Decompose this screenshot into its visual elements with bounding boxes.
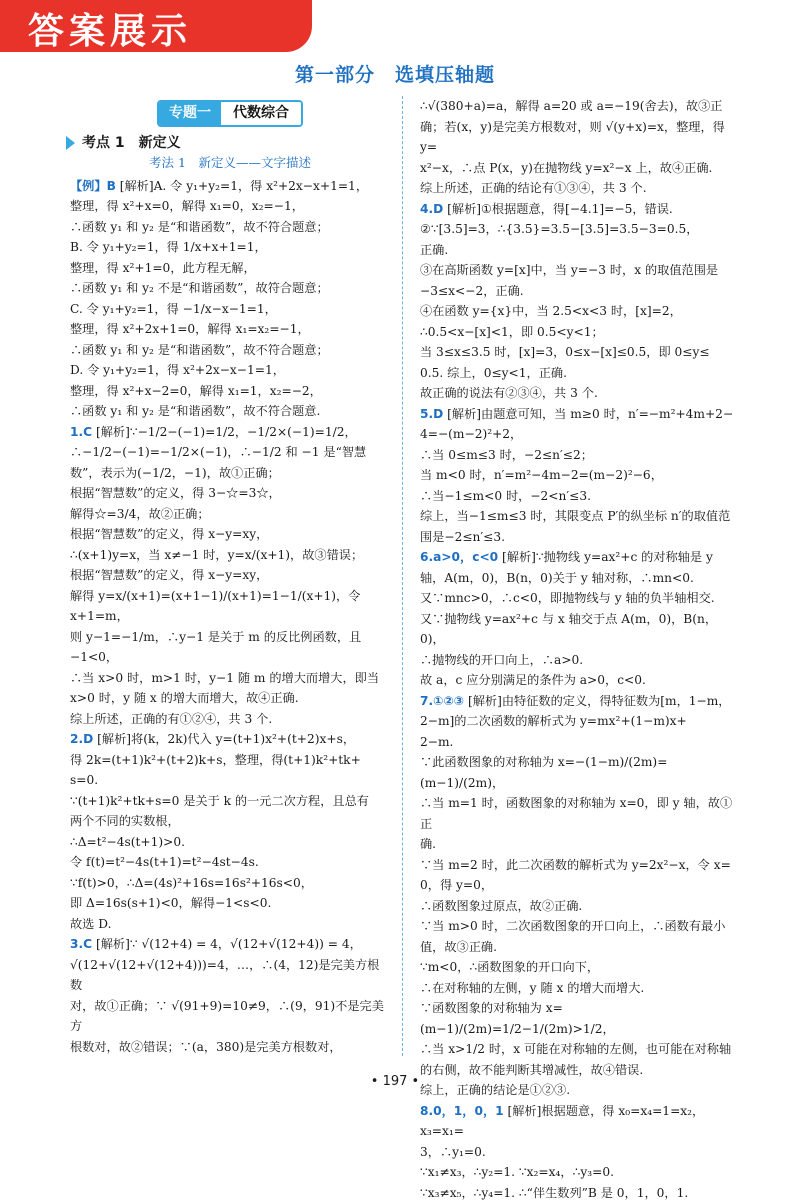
line-text: 根据“智慧数”的定义，得 x−y=xy，: [70, 568, 268, 582]
answer-banner: [0, 0, 312, 52]
line-text: 正确.: [420, 243, 448, 257]
solution-line: [70, 442, 390, 463]
line-text: [解析]将(k，2k)代入 y=(t+1)x²+(t+2)x+s，: [93, 732, 355, 746]
line-text: ∵函数图象的对称轴为 x=(m−1)/(2m)=1/2−1/(2m)>1/2，: [420, 1001, 615, 1036]
line-text: ∴当 x>0 时，m>1 时，y−1 随 m 的增大而增大，即当: [70, 671, 379, 685]
solution-line: [420, 363, 738, 384]
solution-line: [420, 527, 738, 548]
solution-line: [420, 1101, 738, 1142]
solution-line: [70, 586, 390, 627]
line-text: ∴函数图象过原点，故②正确.: [420, 899, 582, 913]
solution-line: [70, 996, 390, 1037]
solution-line: [420, 1039, 738, 1060]
solution-line: [420, 916, 738, 937]
line-text: 4=−(m−2)²+2，: [420, 427, 522, 441]
solution-line: [70, 750, 390, 771]
question-number: 【例】: [70, 179, 107, 193]
line-text: ②∵[3.5]=3，∴{3.5}=3.5−[3.5]=3.5−3=0.5，: [420, 222, 698, 236]
line-text: −3≤x<−2，正确.: [420, 284, 524, 298]
solution-line: [70, 463, 390, 484]
solution-line: [70, 237, 390, 258]
solution-line: [420, 834, 738, 855]
line-text: 确；若(x，y)是完美方根数对，则 √(y+x)=x，整理，得 y=: [420, 120, 725, 155]
solution-line: [420, 445, 738, 466]
question-number: 5.: [420, 407, 433, 421]
line-text: ∵当 m=2 时，此二次函数的解析式为 y=2x²−x，令 x=: [420, 858, 731, 872]
solution-line: [420, 424, 738, 445]
line-text: 综上，当−1≤m≤3 时，其限变点 P′的纵坐标 n′的取值范: [420, 509, 730, 523]
line-text: 3，∴y₁=0.: [420, 1145, 486, 1159]
question-number: 6.: [420, 550, 433, 564]
solution-line: [70, 360, 390, 381]
answer-choice: D: [83, 732, 93, 746]
solution-line: [420, 957, 738, 978]
question-number: 4.: [420, 202, 433, 216]
line-text: ∴抛物线的开口向上，∴a>0.: [420, 653, 583, 667]
line-text: 解得 y=x/(x+1)=(x+1−1)/(x+1)=1−1/(x+1)，令 x+1=m，: [70, 589, 360, 624]
line-text: 当 m<0 时，n′=m²−4m−2=(m−2)²−6，: [420, 468, 663, 482]
line-text: C. 令 y₁+y₂=1，得 −1/x−x−1=1，: [70, 302, 277, 316]
solution-line: [70, 709, 390, 730]
solution-line: [70, 401, 390, 422]
line-text: ③在高斯函数 y=[x]中，当 y=−3 时，x 的取值范围是: [420, 263, 718, 277]
line-text: 轴，A(m，0)，B(n，0)关于 y 轴对称，∴mn<0.: [420, 571, 694, 585]
solution-line: [420, 199, 738, 220]
line-text: D. 令 y₁+y₂=1，得 x²+2x−x−1=1，: [70, 363, 285, 377]
solution-line: [70, 196, 390, 217]
line-text: [解析]A. 令 y₁+y₂=1，得 x²+2x−x+1=1，: [116, 179, 368, 193]
solution-line: [420, 650, 738, 671]
solution-line: [70, 504, 390, 525]
banner-label: 答案展示: [28, 3, 192, 54]
solution-line: [70, 770, 390, 791]
line-text: ∴在对称轴的左侧，y 随 x 的增大而增大.: [420, 981, 644, 995]
line-text: 确.: [420, 837, 436, 851]
line-text: [解析]由特征数的定义，得特征数为[m，1−m，: [464, 694, 730, 708]
solution-line: [70, 545, 390, 566]
line-text: 整理，得 x²+x−2=0，解得 x₁=1，x₂=−2，: [70, 384, 322, 398]
solution-line: [420, 752, 738, 793]
right-column: [420, 96, 738, 1203]
solution-line: [420, 547, 738, 568]
answer-choice: B: [107, 179, 116, 193]
line-text: 解得☆=3/4，故②正确；: [70, 507, 210, 521]
line-text: 根据“智慧数”的定义，得 x−y=xy，: [70, 527, 268, 541]
solution-line: [420, 793, 738, 834]
solution-line: [70, 258, 390, 279]
solution-line: [70, 299, 390, 320]
solution-line: [70, 873, 390, 894]
answer-choice: a>0，c<0: [433, 550, 498, 564]
line-text: [解析]根据题意，得 x₀=x₄=1=x₂，x₃=x₁=: [420, 1104, 704, 1139]
line-text: ∴当 m=1 时，函数图象的对称轴为 x=0，即 y 轴，故①正: [420, 796, 732, 831]
solution-line: [70, 811, 390, 832]
solution-line: [420, 937, 738, 958]
solution-line: [420, 342, 738, 363]
topic-name: 代数综合: [221, 102, 301, 125]
topic-box: [157, 100, 303, 127]
line-text: 得 2k=(t+1)k²+(t+2)k+s，整理，得(t+1)k²+tk+: [70, 753, 361, 767]
solution-line: [420, 1183, 738, 1203]
solution-line: [420, 281, 738, 302]
line-text: ∴Δ=t²−4s(t+1)>0.: [70, 835, 185, 849]
solution-line: [420, 506, 738, 527]
solution-line: [420, 609, 738, 650]
solution-line: [70, 627, 390, 668]
line-text: ∴当 0≤m≤3 时，−2≤n′≤2；: [420, 448, 593, 462]
line-text: ∵此函数图象的对称轴为 x=−(1−m)/(2m)=(m−1)/(2m)，: [420, 755, 667, 790]
solution-line: [420, 486, 738, 507]
line-text: 值，故③正确.: [420, 940, 497, 954]
solution-line: [70, 1037, 390, 1058]
line-text: 整理，得 x²+1=0，此方程无解，: [70, 261, 256, 275]
question-number: 1.: [70, 425, 83, 439]
answer-choice: C: [83, 937, 92, 951]
solution-line: [70, 381, 390, 402]
solution-line: [70, 565, 390, 586]
left-solution-lines: [70, 176, 390, 1058]
solution-line: [70, 422, 390, 443]
line-text: x>0 时，y 随 x 的增大而增大，故④正确.: [70, 691, 299, 705]
line-text: 0，得 y=0，: [420, 878, 493, 892]
solution-line: [70, 217, 390, 238]
solution-line: [420, 178, 738, 199]
line-text: x²−x，∴点 P(x，y)在抛物线 y=x²−x 上，故④正确.: [420, 161, 712, 175]
left-column: [70, 96, 390, 1057]
line-text: [解析]由题意可知，当 m≥0 时，n′=−m²+4m+2−: [443, 407, 733, 421]
solution-line: [420, 301, 738, 322]
solution-line: [420, 219, 738, 240]
column-divider: [402, 96, 403, 1056]
line-text: 围是−2≤n′≤3.: [420, 530, 505, 544]
solution-line: [420, 711, 738, 732]
line-text: ∴0.5<x−[x]<1，即 0.5<y<1；: [420, 325, 604, 339]
solution-line: [420, 855, 738, 876]
solution-line: [70, 791, 390, 812]
answer-choice: D: [433, 407, 443, 421]
keypoint-title: 考点 1 新定义: [82, 133, 181, 154]
line-text: ∴函数 y₁ 和 y₂ 不是“和谐函数”，故符合题意；: [70, 281, 329, 295]
line-text: 的右侧，故不能判断其增减性，故④错误.: [420, 1063, 643, 1077]
method-heading: 考法 1 新定义——文字描述: [70, 153, 390, 174]
line-text: ∴(x+1)y=x，当 x≠−1 时，y=x/(x+1)，故③错误；: [70, 548, 363, 562]
solution-line: [420, 465, 738, 486]
solution-line: [70, 729, 390, 750]
line-text: 2−m.: [420, 735, 453, 749]
line-text: ∵(t+1)k²+tk+s=0 是关于 k 的一元二次方程，且总有: [70, 794, 369, 808]
page-number: • 197 •: [0, 1074, 790, 1089]
line-text: √(12+√(12+√(12+4)))=4，…，∴(4，12)是完美方根数: [70, 958, 379, 993]
line-text: 两个不同的实数根，: [70, 814, 180, 828]
solution-line: [420, 1162, 738, 1183]
topic-header: [70, 100, 390, 127]
question-number: 3.: [70, 937, 83, 951]
solution-line: [420, 875, 738, 896]
line-text: 根数对，故②错误；∵(a，380)是完美方根数对，: [70, 1040, 342, 1054]
solution-line: [420, 404, 738, 425]
line-text: [解析]∵ √(12+4) = 4，√(12+√(12+4)) = 4，: [92, 937, 362, 951]
solution-line: [420, 322, 738, 343]
line-text: 对，故①正确；∵ √(91+9)=10≠9，∴(9，91)不是完美方: [70, 999, 384, 1034]
line-text: 数”，表示为(−1/2，−1)，故①正确；: [70, 466, 280, 480]
line-text: s=0.: [70, 773, 98, 787]
solution-line: [420, 568, 738, 589]
solution-line: [420, 383, 738, 404]
solution-line: [70, 832, 390, 853]
keypoint-heading: [66, 133, 390, 154]
solution-line: [420, 896, 738, 917]
line-text: 根据“智慧数”的定义，得 3−☆=3☆，: [70, 486, 281, 500]
line-text: 综上所述，正确的结论有①③④，共 3 个.: [420, 181, 647, 195]
line-text: ∴函数 y₁ 和 y₂ 是“和谐函数”，故不符合题意.: [70, 404, 320, 418]
line-text: ∵x₁≠x₃，∴y₂=1. ∵x₂=x₄，∴y₃=0.: [420, 1165, 614, 1179]
line-text: ∴函数 y₁ 和 y₂ 是“和谐函数”，故不符合题意；: [70, 343, 329, 357]
solution-line: [70, 483, 390, 504]
line-text: 又∵mnc>0，∴c<0，即抛物线与 y 轴的负半轴相交.: [420, 591, 715, 605]
line-text: ∵f(t)>0，∴Δ=(4s)²+16s=16s²+16s<0，: [70, 876, 313, 890]
solution-line: [420, 240, 738, 261]
solution-line: [70, 955, 390, 996]
line-text: 故正确的说法有②③④，共 3 个.: [420, 386, 598, 400]
answer-choice: C: [83, 425, 92, 439]
line-text: 令 f(t)=t²−4s(t+1)=t²−4st−4s.: [70, 855, 259, 869]
solution-line: [70, 524, 390, 545]
line-text: 整理，得 x²+2x+1=0，解得 x₁=x₂=−1，: [70, 322, 310, 336]
line-text: ∴当 x>1/2 时，x 可能在对称轴的左侧，也可能在对称轴: [420, 1042, 731, 1056]
solution-line: [420, 978, 738, 999]
solution-line: [70, 914, 390, 935]
solution-line: [70, 176, 390, 197]
line-text: 综上，正确的结论是①②③.: [420, 1083, 570, 1097]
solution-line: [420, 96, 738, 117]
line-text: ∵当 m>0 时，二次函数图象的开口向上，∴函数有最小: [420, 919, 725, 933]
topic-label: 专题一: [159, 102, 221, 125]
solution-line: [70, 278, 390, 299]
line-text: 故选 D.: [70, 917, 111, 931]
line-text: ∵x₃≠x₅，∴y₄=1. ∴“伴生数列”B 是 0，1，0，1.: [420, 1186, 688, 1200]
solution-line: [420, 158, 738, 179]
solution-line: [420, 691, 738, 712]
line-text: 即 Δ=16s(s+1)<0，解得−1<s<0.: [70, 896, 271, 910]
answer-choice: D: [433, 202, 443, 216]
keypoint-arrow-icon: [66, 136, 75, 150]
question-number: 7.: [420, 694, 433, 708]
answer-choice: ①②③: [433, 694, 464, 708]
solution-line: [420, 117, 738, 158]
line-text: [解析]①根据题意，得[−4.1]=−5，错误.: [443, 202, 673, 216]
solution-line: [70, 319, 390, 340]
line-text: ∴−1/2−(−1)=−1/2×(−1)，∴−1/2 和 −1 是“智慧: [70, 445, 366, 459]
solution-line: [70, 688, 390, 709]
line-text: B. 令 y₁+y₂=1，得 1/x+x+1=1，: [70, 240, 267, 254]
answer-choice: 0，1，0，1: [433, 1104, 503, 1118]
question-number: 2.: [70, 732, 83, 746]
solution-line: [420, 260, 738, 281]
solution-line: [420, 998, 738, 1039]
line-text: 2−m]的二次函数的解析式为 y=mx²+(1−m)x+: [420, 714, 687, 728]
line-text: [解析]∵抛物线 y=ax²+c 的对称轴是 y: [498, 550, 713, 564]
solution-line: [70, 668, 390, 689]
line-text: [解析]∵−1/2−(−1)=1/2，−1/2×(−1)=1/2，: [92, 425, 357, 439]
part-title: 第一部分 选填压轴题: [0, 60, 790, 87]
right-solution-lines: [420, 96, 738, 1203]
line-text: ∴当−1≤m<0 时，−2<n′≤3.: [420, 489, 591, 503]
line-text: ④在函数 y={x}中，当 2.5<x<3 时，[x]=2，: [420, 304, 682, 318]
line-text: ∴函数 y₁ 和 y₂ 是“和谐函数”，故不符合题意；: [70, 220, 329, 234]
line-text: 综上所述，正确的有①②④，共 3 个.: [70, 712, 272, 726]
solution-line: [420, 670, 738, 691]
question-number: 8.: [420, 1104, 433, 1118]
solution-line: [420, 588, 738, 609]
solution-line: [70, 852, 390, 873]
solution-line: [70, 893, 390, 914]
line-text: 0.5. 综上，0≤y<1，正确.: [420, 366, 567, 380]
line-text: 当 3≤x≤3.5 时，[x]=3，0≤x−[x]≤0.5，即 0≤y≤: [420, 345, 710, 359]
solution-line: [420, 732, 738, 753]
line-text: ∵m<0，∴函数图象的开口向下，: [420, 960, 599, 974]
line-text: 又∵抛物线 y=ax²+c 与 x 轴交于点 A(m，0)，B(n，0)，: [420, 612, 717, 647]
line-text: 则 y−1=−1/m，∴y−1 是关于 m 的反比例函数，且−1<0，: [70, 630, 361, 665]
solution-line: [420, 1142, 738, 1163]
line-text: 故 a，c 应分别满足的条件为 a>0，c<0.: [420, 673, 646, 687]
solution-line: [70, 934, 390, 955]
line-text: ∴√(380+a)=a，解得 a=20 或 a=−19(舍去)，故③正: [420, 99, 722, 113]
solution-line: [70, 340, 390, 361]
line-text: 整理，得 x²+x=0，解得 x₁=0，x₂=−1，: [70, 199, 304, 213]
